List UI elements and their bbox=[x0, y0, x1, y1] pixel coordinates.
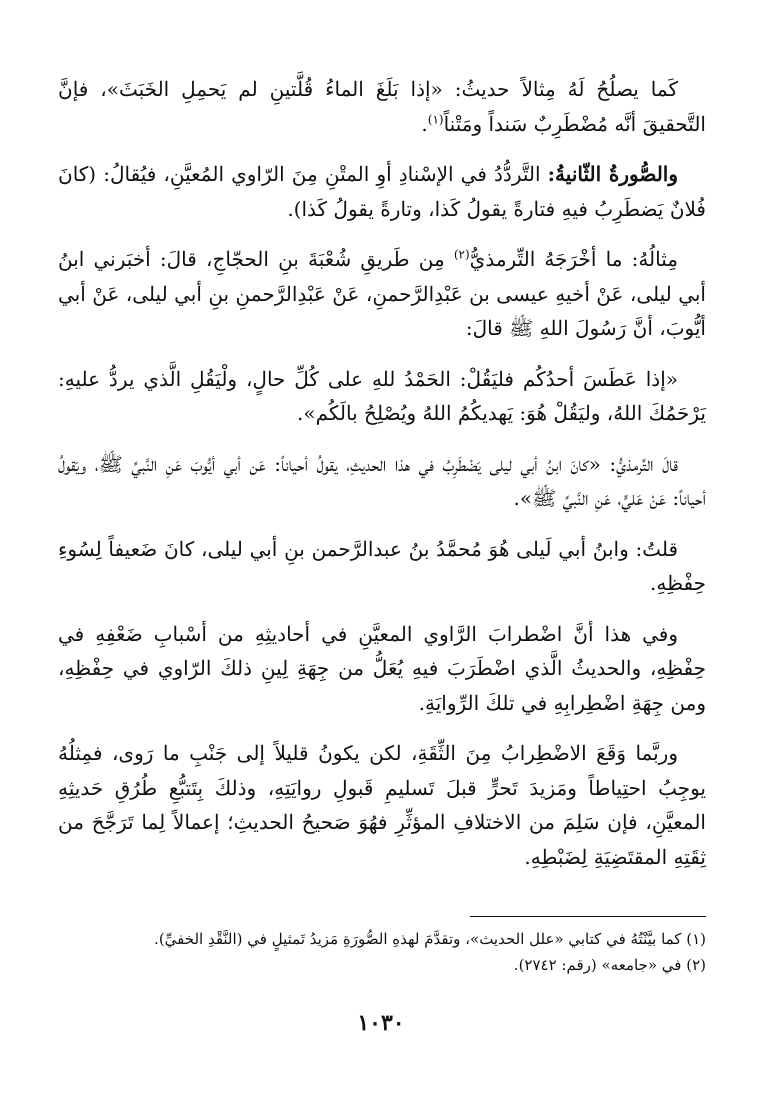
footnotes bbox=[58, 926, 706, 978]
page-number: ١٠٣٠ bbox=[357, 1010, 405, 1036]
paragraph-1-text: كَما يصلُحُ لَهُ مِثالاً حديثُ: «إذا بَلَغَ الماءُ قُلَّتينِ لم يَحمِلِ الخَبَثَ»، فإنَّ التَّحقيقَ أنَّه مُضْطَرِبٌ سَنداً ومَتْناً bbox=[58, 77, 706, 136]
paragraph-2 bbox=[58, 157, 706, 226]
paragraph-3 bbox=[58, 242, 706, 346]
footnote-ref-2: (٢) bbox=[453, 247, 470, 262]
paragraph-4: «إذا عَطَسَ أحدُكُم فليَقُلْ: الحَمْدُ للهِ على كُلِّ حالٍ، ولْيَقُلِ الَّذي يردُّ عليهِ: يَرْحَمُكَ اللهُ، وليَقُلْ هُوَ: يَهديكُمُ اللهُ ويُصْلِحُ بالَكُم». bbox=[58, 366, 706, 425]
main-text bbox=[58, 72, 706, 874]
paragraph-3-text-b: مِن طَريقِ شُعْبَةَ بنِ الحجّاجِ، قالَ: أخبَرني ابنُ أبي ليلى، عَنْ أخيهِ عيسى بن عَبْدِالرَّحمنِ، عَنْ عَبْدِالرَّحمنِ بنِ أبي ليلى، عَنْ أبي أيُّوبَ، أنَّ رَسُولَ اللهِ ﷺ قالَ: bbox=[58, 247, 706, 340]
paragraph-2-heading: والصُّورةُ الثّانيةُ: bbox=[547, 162, 679, 186]
paragraph-1 bbox=[58, 72, 706, 141]
paragraph-1-end: . bbox=[421, 111, 428, 136]
paragraph-8: وربَّما وَقَعَ الاضْطِرابُ مِنَ الثِّقَةِ، لكن يكونُ قليلاً إلى جَنْبِ ما رَوى، فمِثلُهُ يوجِبُ احتِياطاً ومَزيدَ تَحرٍّ قبلَ تَسليمِ قَبولِ روايَتِهِ، وذلكَ بِتَتبُّعِ طُرُقِ حَديثِهِ المعيَّنِ، فإن سَلِمَ من الاختلافِ المؤثِّرِ فهُوَ صَحيحُ الحديثِ؛ إعمالاً لِما تَرَجَّحَ من ثِقَتِهِ المقتَضِيَةِ لِضَبْطِهِ. bbox=[58, 741, 706, 869]
footnote-1: (١) كما بيَّنْتُهُ في كتابي «علل الحديث»، وتقدَّمَ لهذهِ الصُّورَةِ مَزيدُ تَمثيلٍ في (النَّقْدِ الخفيِّ). bbox=[154, 930, 706, 948]
footnote-divider bbox=[470, 916, 706, 917]
paragraph-6: قلتُ: وابنُ أبي لَيلى هُوَ مُحمَّدُ بنُ عبدالرَّحمن بنِ أبي ليلى، كانَ ضَعيفاً لِسُوءِ حِفْظِهِ. bbox=[58, 536, 706, 595]
paragraph-3-text-a: مِثالُهُ: ما أخْرَجَهُ التِّرمذيُّ bbox=[469, 247, 678, 271]
paragraph-7: وفي هذا أنَّ اضْطرابَ الرَّاوي المعيَّنِ في أحاديثِهِ من أسْبابِ ضَعْفِهِ في حِفْظِهِ، والحديثُ الَّذي اضْطَرَبَ فيهِ يُعَلُّ من جِهَةِ لِينِ ذلكَ الرّاوي في حِفْظِهِ، ومن جِهَةِ اضْطِرابِهِ في تلكَ الرِّوايَةِ. bbox=[58, 621, 706, 715]
footnote-2: (٢) في «جامعه» (رقم: ٢٧٤٢). bbox=[513, 956, 706, 974]
paragraph-5: قالَ التِّرمذيُّ: «كانَ ابنُ أبي ليلى يَضْطَرِبُ في هذا الحديثِ، يقولُ أحياناً: عَن أبي أيُّوبَ عَنِ النَّبيِّ ﷺ، ويَقولُ أحياناً: عَنْ عَليٍّ، عَنِ النَّبيِّ ﷺ». bbox=[58, 451, 706, 510]
paragraph-2-text: التَّردُّدُ في الإسْنادِ أوِ المتْنِ مِنَ الرّاوي المُعيَّنِ، فيُقالُ: (كانَ فُلانٌ يَضطَرِبُ فيهِ فتارةً يقولُ كَذا، وتارةً يقولُ كَذا). bbox=[58, 162, 706, 221]
footnote-ref-1: (١) bbox=[427, 111, 444, 126]
